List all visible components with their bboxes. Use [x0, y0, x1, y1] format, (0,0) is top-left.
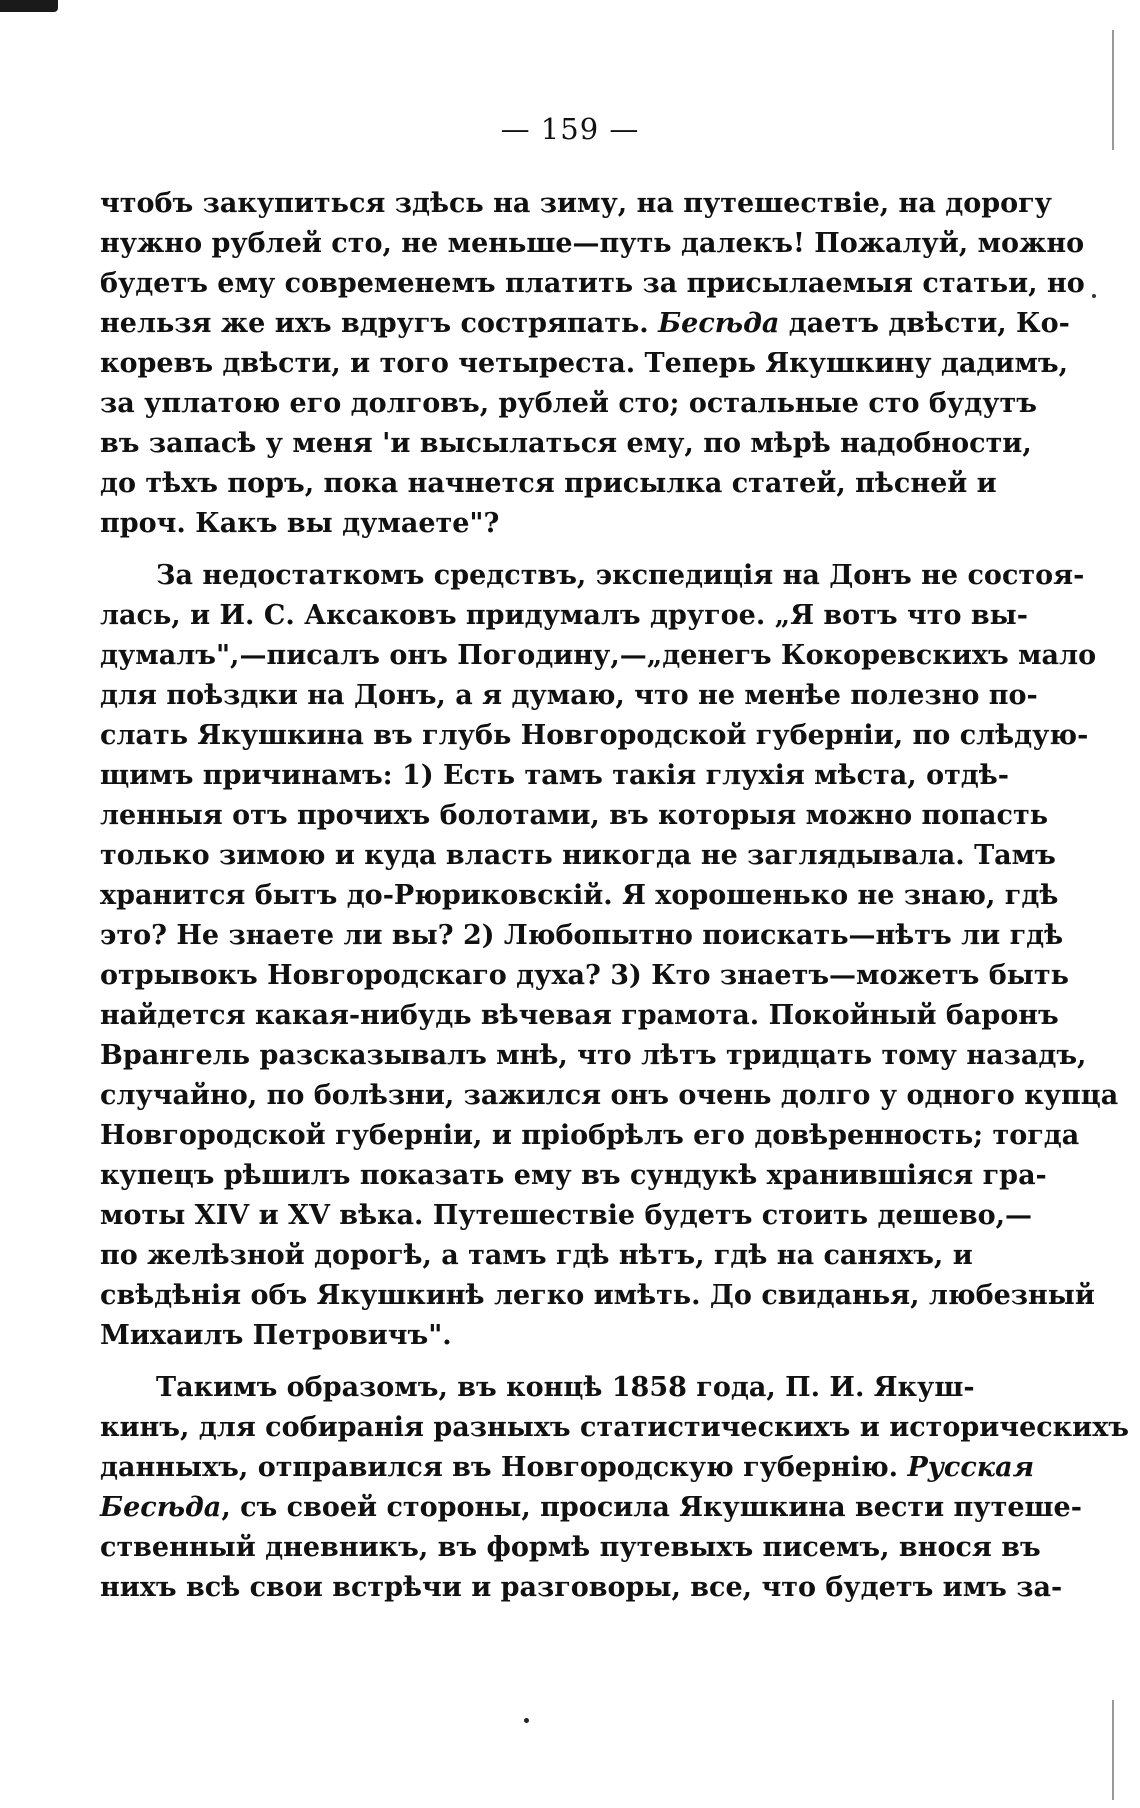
text-line: по желѣзной дорогѣ, а тамъ гдѣ нѣтъ, гдѣ на саняхъ, и: [100, 1240, 973, 1271]
text-line: хранится бытъ до-Рюриковскій. Я хорошенько не знаю, гдѣ: [100, 880, 1059, 911]
text-line: щимъ причинамъ: 1) Есть тамъ такія глухія мѣста, отдѣ-: [100, 760, 1009, 791]
text-line: это? Не знаете ли вы? 2) Любопытно поискать—нѣтъ ли гдѣ: [100, 920, 1064, 951]
italic-title: Бесѣда: [658, 308, 780, 339]
scan-edge-rule: [1112, 1700, 1114, 1800]
text-line: только зимою и куда власть никогда не заглядывала. Тамъ: [100, 840, 1056, 871]
text-line: свѣдѣнія объ Якушкинѣ легко имѣть. До свиданья, любезный: [100, 1280, 1095, 1311]
text-line: моты XIV и XV вѣка. Путешествіе будетъ стоить дешево,—: [100, 1200, 1033, 1231]
paragraph: [100, 556, 1119, 1356]
text-line: ленныя отъ прочихъ болотами, въ которыя можно попасть: [100, 800, 1049, 831]
text-line: Бесѣда, съ своей стороны, просила Якушкина вести путеше-: [100, 1492, 1082, 1523]
text-line: данныхъ, отправился въ Новгородскую губернію. Русская: [100, 1452, 1035, 1483]
text-line: ственный дневникъ, въ формѣ путевыхъ писемъ, внося въ: [100, 1532, 1041, 1563]
body-text: [100, 184, 1130, 1608]
text-line: найдется какая-нибудь вѣчевая грамота. Покойный баронъ: [100, 1000, 1059, 1031]
text-line: думалъ",—писалъ онъ Погодину,—„денегъ Кокоревскихъ мало: [100, 640, 1097, 671]
paragraph: [100, 184, 1085, 544]
page-number: — 159 —: [500, 112, 640, 146]
text-line: Новгородской губерніи, и пріобрѣлъ его довѣренность; тогда: [100, 1120, 1080, 1151]
text-line: кинъ, для собиранія разныхъ статистическихъ и историческихъ: [100, 1412, 1130, 1443]
text-line: проч. Какъ вы думаете"?: [100, 508, 500, 539]
text-line: За недостаткомъ средствъ, экспедиція на Донъ не состоя-: [156, 560, 1085, 591]
text-line: Такимъ образомъ, въ концѣ 1858 года, П. И. Якуш-: [156, 1372, 975, 1403]
scan-speck: [1092, 294, 1096, 298]
text-line: нихъ всѣ свои встрѣчи и разговоры, все, что будетъ имъ за-: [100, 1572, 1063, 1603]
text-line: за уплатою его долговъ, рублей сто; остальные сто будутъ: [100, 388, 1037, 419]
text-line: для поѣздки на Донъ, а я думаю, что не менѣе полезно по-: [100, 680, 1038, 711]
text-line: нужно рублей сто, не меньше—путь далекъ! Пожалуй, можно: [100, 228, 1085, 259]
text-line: будетъ ему современемъ платить за присылаемыя статьи, но: [100, 268, 1085, 299]
text-line: до тѣхъ поръ, пока начнется присылка статей, пѣсней и: [100, 468, 997, 499]
text-line: лась, и И. С. Аксаковъ придумалъ другое. „Я вотъ что вы-: [100, 600, 1028, 631]
text-line: чтобъ закупиться здѣсь на зиму, на путешествіе, на дорогу: [100, 188, 1052, 219]
text-line: коревъ двѣсти, и того четыреста. Теперь Якушкину дадимъ,: [100, 348, 1069, 379]
text-line: Михаилъ Петровичъ".: [100, 1320, 452, 1351]
scan-corner-mark: [0, 0, 58, 12]
text-line: отрывокъ Новгородскаго духа? 3) Кто знаетъ—можетъ быть: [100, 960, 1069, 991]
text-line: Врангель разсказывалъ мнѣ, что лѣтъ тридцать тому назадъ,: [100, 1040, 1087, 1071]
italic-title: Бесѣда: [100, 1492, 222, 1523]
text-line: случайно, по болѣзни, зажился онъ очень долго у одного купца: [100, 1080, 1119, 1111]
text-line: купецъ рѣшилъ показать ему въ сундукѣ хранившіяся гра-: [100, 1160, 1047, 1191]
text-line: нельзя же ихъ вдругъ состряпать. Бесѣда даетъ двѣсти, Ко-: [100, 308, 1070, 339]
paragraph: [100, 1368, 1130, 1608]
scan-speck: [524, 1718, 529, 1723]
italic-title: Русская: [907, 1452, 1035, 1483]
text-line: слать Якушкина въ глубь Новгородской губерніи, по слѣдую-: [100, 720, 1089, 751]
text-line: въ запасѣ у меня 'и высылаться ему, по мѣрѣ надобности,: [100, 428, 1032, 459]
